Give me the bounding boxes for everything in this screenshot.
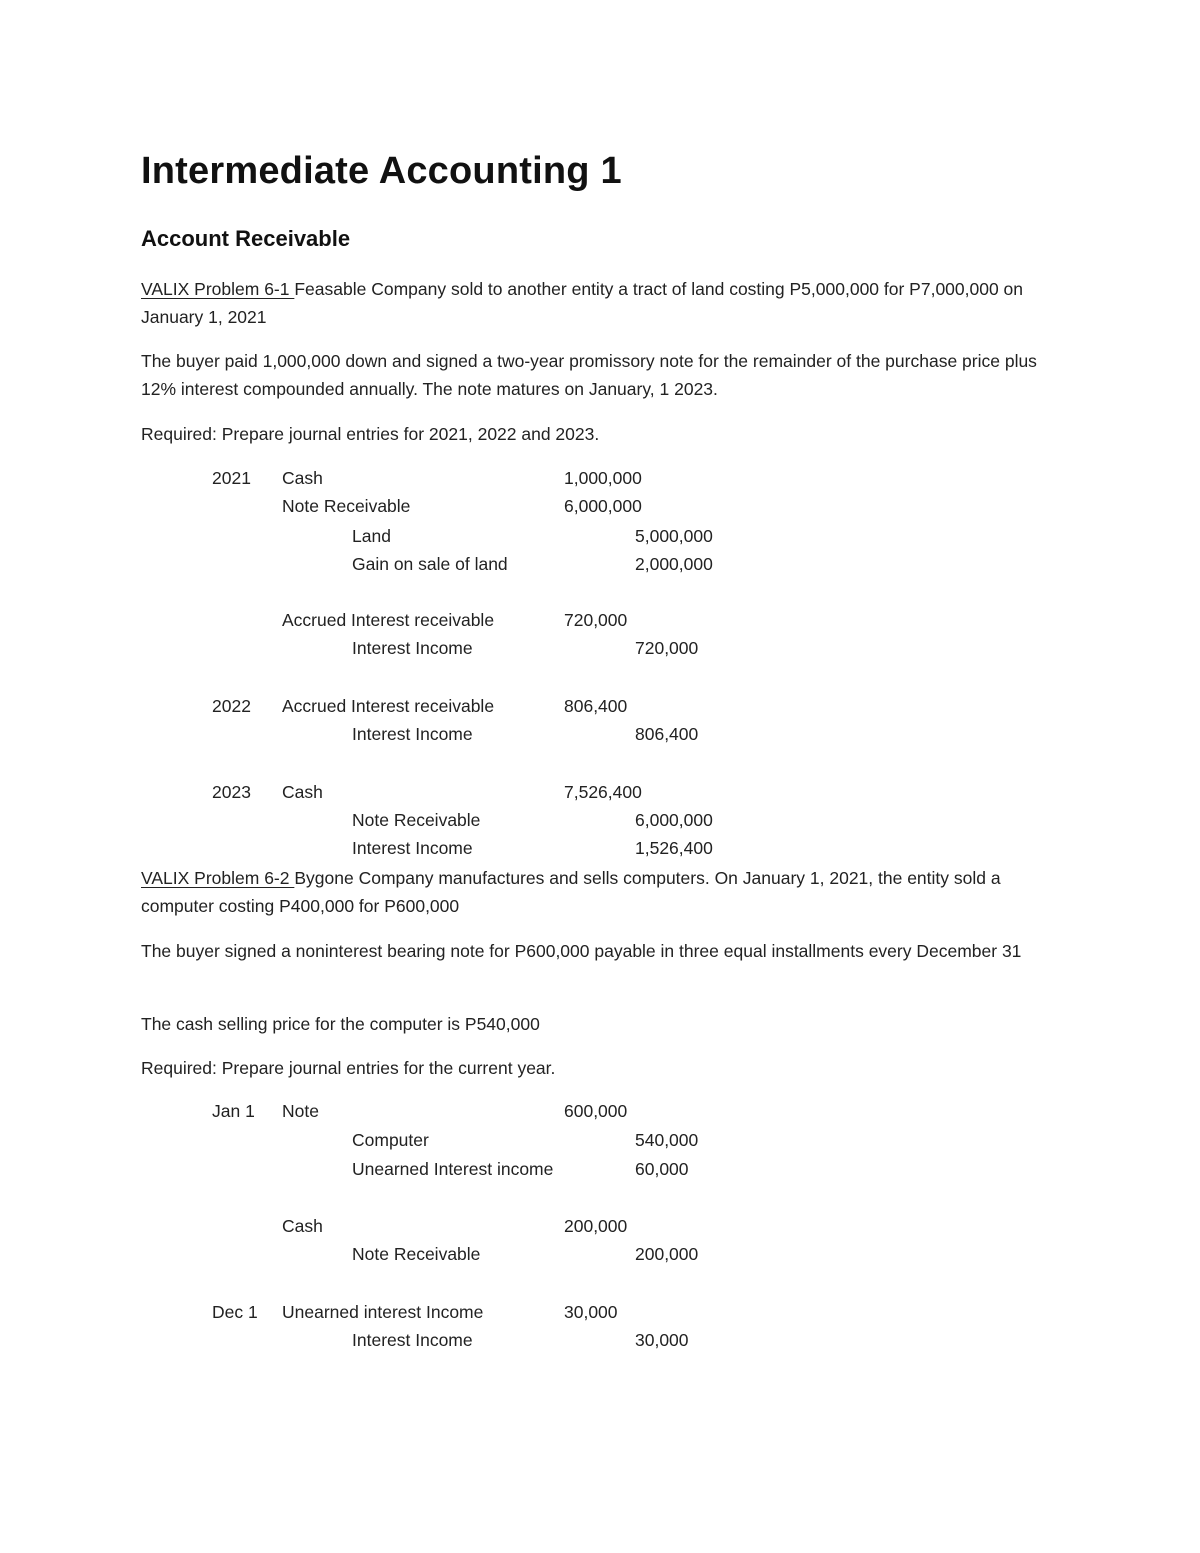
problem2-details: The buyer signed a noninterest bearing note for P600,000 payable in three equal installments every December 31 <box>141 941 1022 961</box>
journal2-account: Note <box>282 1101 319 1121</box>
journal2-account: Unearned Interest income <box>352 1159 554 1179</box>
journal1-date-2021: 2021 <box>212 468 251 488</box>
journal1-debit: 720,000 <box>564 610 628 630</box>
journal2-date-dec1: Dec 1 <box>212 1302 258 1322</box>
journal2-account: Note Receivable <box>352 1244 481 1264</box>
journal1-credit: 720,000 <box>635 638 699 658</box>
journal1-debit: 6,000,000 <box>564 496 642 516</box>
problem1-text: Feasable Company sold to another entity a tract of land costing P5,000,000 for P7,000,000 on January 1, 2021 <box>141 279 1024 327</box>
journal1-account: Interest Income <box>352 838 473 858</box>
problem1-statement <box>141 275 1061 331</box>
journal2-debit: 30,000 <box>564 1302 618 1322</box>
problem2-statement <box>141 864 1061 920</box>
problem2-cash-price: The cash selling price for the computer is P540,000 <box>141 1014 540 1034</box>
journal2-credit: 200,000 <box>635 1244 699 1264</box>
journal2-date-jan1: Jan 1 <box>212 1101 255 1121</box>
journal1-debit: 7,526,400 <box>564 782 642 802</box>
journal2-debit: 200,000 <box>564 1216 628 1236</box>
journal1-account: Cash <box>282 468 323 488</box>
journal2-account: Computer <box>352 1130 429 1150</box>
problem2-required: Required: Prepare journal entries for the current year. <box>141 1058 556 1078</box>
journal1-account: Accrued Interest receivable <box>282 696 495 716</box>
journal1-debit: 1,000,000 <box>564 468 642 488</box>
journal2-credit: 540,000 <box>635 1130 699 1150</box>
journal1-credit: 5,000,000 <box>635 526 713 546</box>
journal1-account: Note Receivable <box>352 810 481 830</box>
journal2-credit: 60,000 <box>635 1159 689 1179</box>
journal1-account: Accrued Interest receivable <box>282 610 495 630</box>
journal1-credit: 6,000,000 <box>635 810 713 830</box>
journal1-date-2022: 2022 <box>212 696 251 716</box>
problem1-details: The buyer paid 1,000,000 down and signed a two-year promissory note for the remainder of the purchase price plus 12% interest compounded annually. The note matures on January, 1 2023. <box>141 351 1037 399</box>
journal2-account: Cash <box>282 1216 323 1236</box>
journal1-credit: 2,000,000 <box>635 554 713 574</box>
journal1-account: Gain on sale of land <box>352 554 508 574</box>
journal1-account: Interest Income <box>352 638 473 658</box>
journal1-credit: 1,526,400 <box>635 838 713 858</box>
section-heading: Account Receivable <box>141 226 351 251</box>
problem2-reference: VALIX Problem 6-2 <box>141 868 295 888</box>
journal2-account: Unearned interest Income <box>282 1302 484 1322</box>
journal1-account: Note Receivable <box>282 496 411 516</box>
journal1-account: Cash <box>282 782 323 802</box>
journal1-account: Interest Income <box>352 724 473 744</box>
journal1-debit: 806,400 <box>564 696 628 716</box>
journal2-credit: 30,000 <box>635 1330 689 1350</box>
journal1-account: Land <box>352 526 391 546</box>
journal2-account: Interest Income <box>352 1330 473 1350</box>
journal2-debit: 600,000 <box>564 1101 628 1121</box>
problem2-text: Bygone Company manufactures and sells computers. On January 1, 2021, the entity sold a computer costing P400,000 for P600,000 <box>141 868 1001 916</box>
problem1-reference: VALIX Problem 6-1 <box>141 279 295 299</box>
page-title: Intermediate Accounting 1 <box>141 150 622 192</box>
journal1-credit: 806,400 <box>635 724 699 744</box>
problem1-required: Required: Prepare journal entries for 2021, 2022 and 2023. <box>141 424 600 444</box>
journal1-date-2023: 2023 <box>212 782 251 802</box>
